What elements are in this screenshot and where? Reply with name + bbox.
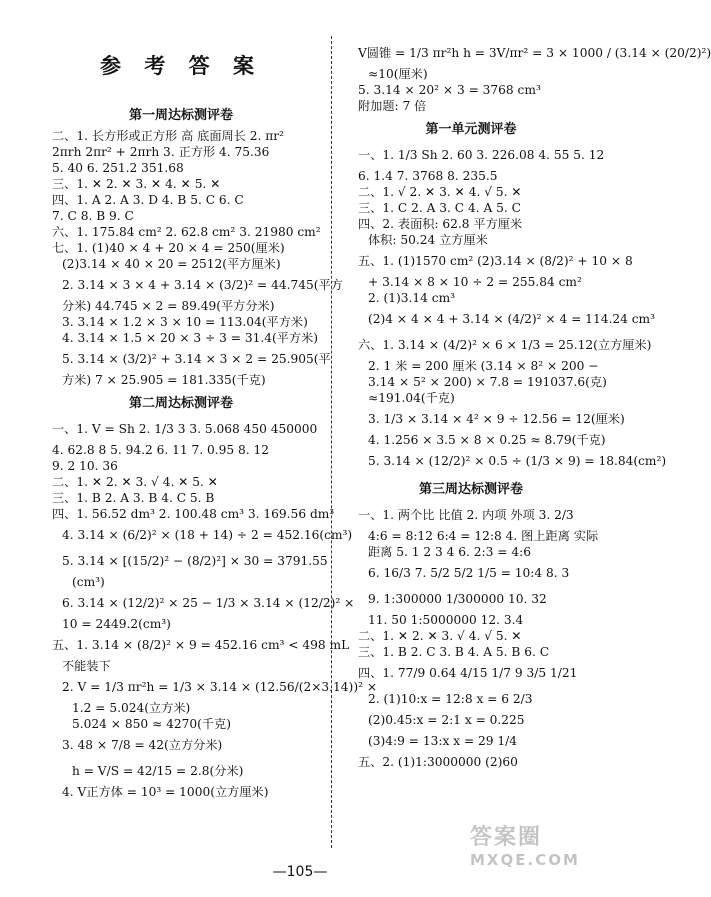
- section-heading: 第一单元测评卷: [425, 122, 517, 137]
- answer-line: 11. 50 1:5000000 12. 3.4: [368, 613, 524, 627]
- answer-line: 9. 1:300000 1/300000 10. 32: [368, 592, 547, 606]
- answer-line: 4:6 = 8:12 6:4 = 12:8 4. 图上距离 实际: [368, 529, 599, 543]
- answer-line: 5. 3.14 × [(15/2)² − (8/2)²] × 30 = 3791.55: [62, 554, 328, 568]
- answer-line: h = V/S = 42/15 = 2.8(分米): [72, 764, 244, 778]
- answer-line: 2πrh 2πr² + 2πrh 3. 正方形 4. 75.36: [52, 145, 270, 159]
- answer-line: 二、1. √ 2. ✕ 3. ✕ 4. √ 5. ✕: [358, 185, 522, 199]
- answer-line: (3)4:9 = 13:x x = 29 1/4: [368, 734, 518, 748]
- answer-line: 分米) 44.745 × 2 = 89.49(平方分米): [62, 299, 275, 313]
- answer-line: 距离 5. 1 2 3 4 6. 2:3 = 4:6: [368, 545, 531, 559]
- answer-line: ≈191.04(千克): [368, 391, 455, 405]
- answer-line: 2. V = 1/3 πr²h = 1/3 × 3.14 × (12.56/(2×3.14))² ×: [62, 680, 378, 694]
- answer-line: (2)4 × 4 × 4 + 3.14 × (4/2)² × 4 = 114.24 cm³: [368, 312, 655, 326]
- column-divider: [331, 36, 332, 848]
- right-answer-list: [358, 40, 711, 770]
- answer-line: (2)3.14 × 40 × 20 = 2512(平方厘米): [62, 257, 281, 271]
- answer-line: 3. 48 × 7/8 = 42(立方分米): [62, 738, 223, 752]
- answer-line: 附加题: 7 倍: [358, 99, 427, 113]
- answer-line: 4. 3.14 × (6/2)² × (18 + 14) ÷ 2 = 452.16(cm³): [62, 528, 353, 542]
- section-heading: 第三周达标测评卷: [418, 482, 523, 497]
- answer-line: 5. 3.14 × 20² × 3 = 3768 cm³: [358, 83, 541, 97]
- answer-line: 六、1. 3.14 × (4/2)² × 6 × 1/3 = 25.12(立方厘米): [358, 338, 652, 352]
- answer-line: 6. 16/3 7. 5/2 5/2 1/5 = 10:4 8. 3: [368, 566, 570, 580]
- watermark-text: 答案圈: [470, 825, 543, 850]
- page-number: —105—: [272, 864, 328, 880]
- answer-line: 6. 1.4 7. 3768 8. 235.5: [358, 169, 498, 183]
- answer-line: 二、1. ✕ 2. ✕ 3. √ 4. √ 5. ✕: [358, 629, 522, 643]
- answer-line: 5. 3.14 × (12/2)² × 0.5 ÷ (1/3 × 9) = 18.84(cm²): [368, 454, 667, 468]
- answer-line: V圆锥 = 1/3 πr²h h = 3V/πr² = 3 × 1000 / (3.14 × (20/2)²): [358, 46, 711, 60]
- answer-line: 3.14 × 5² × 200) × 7.8 = 191037.6(克): [368, 375, 607, 389]
- left-answer-list: [52, 104, 378, 800]
- answer-line: 三、1. C 2. A 3. C 4. A 5. C: [358, 201, 521, 215]
- answer-line: 1.2 = 5.024(立方米): [72, 701, 191, 715]
- answer-line: 体积: 50.24 立方厘米: [368, 233, 488, 247]
- answer-line: + 3.14 × 8 × 10 ÷ 2 = 255.84 cm²: [368, 275, 582, 289]
- answer-line: 2. (1)10:x = 12:8 x = 6 2/3: [368, 692, 533, 706]
- answer-line: 五、1. 3.14 × (8/2)² × 9 = 452.16 cm³ < 498 mL: [52, 638, 350, 652]
- answer-line: 一、1. V = Sh 2. 1/3 3 3. 5.068 450 450000: [52, 422, 318, 436]
- answer-line: 四、1. A 2. A 3. D 4. B 5. C 6. C: [52, 193, 244, 207]
- answer-line: 5. 40 6. 251.2 351.68: [52, 161, 184, 175]
- answer-line: 四、1. 56.52 dm³ 2. 100.48 cm³ 3. 169.56 dm³: [52, 507, 335, 521]
- answer-line: 一、1. 1/3 Sh 2. 60 3. 226.08 4. 55 5. 12: [358, 148, 605, 162]
- answer-line: 方米) 7 × 25.905 = 181.335(千克): [62, 373, 266, 387]
- answer-line: 4. 62.8 8 5. 94.2 6. 11 7. 0.95 8. 12: [52, 443, 270, 457]
- answer-line: 五、1. (1)1570 cm² (2)3.14 × (8/2)² + 10 × 8: [358, 254, 633, 268]
- answer-line: 2. 1 米 = 200 厘米 (3.14 × 8² × 200 −: [368, 359, 599, 373]
- answer-line: 6. 3.14 × (12/2)² × 25 − 1/3 × 3.14 × (12/2)² ×: [62, 596, 355, 610]
- right-column: [358, 40, 711, 770]
- section-heading: 第一周达标测评卷: [128, 108, 233, 123]
- answer-line: 三、1. B 2. A 3. B 4. C 5. B: [52, 491, 215, 505]
- answer-line: 4. 1.256 × 3.5 × 8 × 0.25 ≈ 8.79(千克): [368, 433, 606, 447]
- answer-line: 5. 3.14 × (3/2)² + 3.14 × 3 × 2 = 25.905(平: [62, 352, 331, 366]
- watermark-url: MXQE.COM: [470, 851, 580, 869]
- answer-line: 七、1. (1)40 × 4 + 20 × 4 = 250(厘米): [52, 241, 285, 255]
- answer-line: 7. C 8. B 9. C: [52, 209, 134, 223]
- answer-line: 4. 3.14 × 1.5 × 20 × 3 ÷ 3 = 31.4(平方米): [62, 331, 319, 345]
- left-column: [52, 40, 378, 800]
- watermark-logo: [470, 820, 590, 890]
- section-heading: 第二周达标测评卷: [128, 396, 233, 411]
- answer-line: 不能装下: [62, 659, 111, 673]
- answer-line: 五、2. (1)1:3000000 (2)60: [358, 755, 518, 769]
- answer-line: 四、2. 表面积: 62.8 平方厘米: [358, 217, 523, 231]
- answer-line: (2)0.45:x = 2:1 x = 0.225: [368, 713, 525, 727]
- answer-line: 六、1. 175.84 cm² 2. 62.8 cm² 3. 21980 cm²: [52, 225, 321, 239]
- answer-line: 9. 2 10. 36: [52, 459, 118, 473]
- answer-line: 10 = 2449.2(cm³): [62, 617, 171, 631]
- answer-line: 2. (1)3.14 cm³: [368, 291, 456, 305]
- answer-line: 2. 3.14 × 3 × 4 + 3.14 × (3/2)² = 44.745(平方: [62, 278, 343, 292]
- answer-line: 二、1. ✕ 2. ✕ 3. √ 4. ✕ 5. ✕: [52, 475, 218, 489]
- answer-line: 四、1. 77/9 0.64 4/15 1/7 9 3/5 1/21: [358, 666, 578, 680]
- answer-line: 3. 1/3 × 3.14 × 4² × 9 ÷ 12.56 = 12(厘米): [368, 412, 625, 426]
- answer-line: 三、1. B 2. C 3. B 4. A 5. B 6. C: [358, 645, 550, 659]
- answer-line: 一、1. 两个比 比值 2. 内项 外项 3. 2/3: [358, 508, 574, 522]
- page-title: 参 考 答 案: [100, 54, 262, 78]
- answer-line: ≈10(厘米): [368, 67, 428, 81]
- answer-line: 二、1. 长方形或正方形 高 底面周长 2. πr²: [52, 129, 284, 143]
- answer-line: 5.024 × 850 ≈ 4270(千克): [72, 717, 231, 731]
- answer-line: 3. 3.14 × 1.2 × 3 × 10 = 113.04(平方米): [62, 315, 308, 329]
- answer-line: (cm³): [72, 575, 105, 589]
- answer-line: 4. V正方体 = 10³ = 1000(立方厘米): [62, 785, 269, 799]
- answer-line: 三、1. ✕ 2. ✕ 3. ✕ 4. ✕ 5. ✕: [52, 177, 221, 191]
